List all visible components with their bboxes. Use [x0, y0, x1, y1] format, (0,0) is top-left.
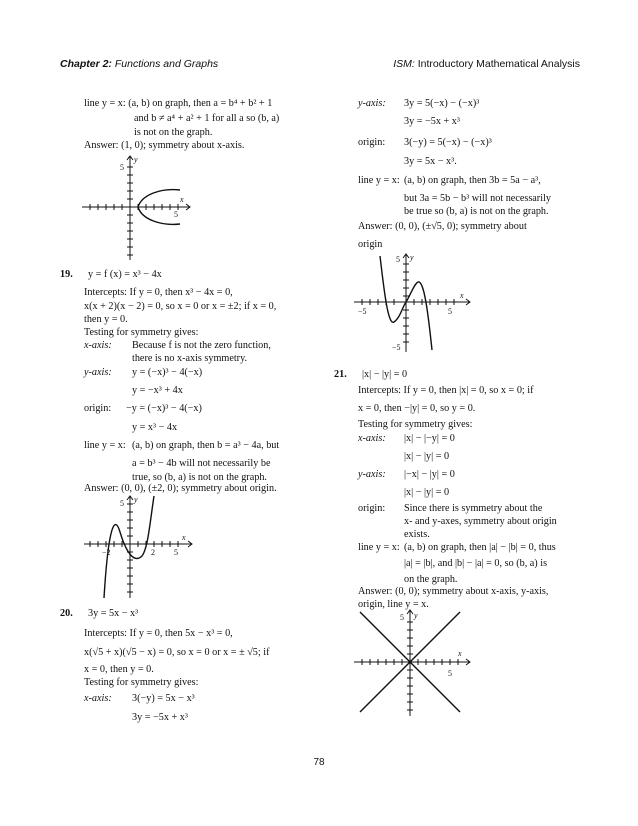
g20-x-axis-label: x [460, 291, 464, 300]
p21-xaxis-2: |x| − |y| = 0 [404, 451, 450, 462]
g19-y-tick: 5 [120, 499, 124, 508]
g20-y-tick-neg: −5 [392, 343, 401, 352]
p20-line2: x(√5 + x)(√5 − x) = 0, so x = 0 or x = ± √5; if [84, 647, 270, 658]
p20-yaxis-1: 3y = 5(−x) − (−x)³ [404, 98, 480, 109]
p19-lineyx-3: true, so (b, a) is not on the graph. [132, 472, 267, 483]
chapter-title: Functions and Graphs [114, 58, 219, 70]
p19-origin-label: origin: [84, 403, 112, 414]
p20-line1: Intercepts: If y = 0, then 5x − x³ = 0, [84, 628, 233, 639]
g18-x-tick: 5 [174, 210, 178, 219]
chapter-label: Chapter 2: [60, 58, 112, 70]
p20-equation: 3y = 5x − x³ [88, 608, 139, 619]
p20-origin-2: 3y = 5x − x³. [404, 156, 457, 167]
p21-lineyx-3: on the graph. [404, 574, 458, 585]
g20-y-axis-label: y [410, 253, 414, 262]
p21-xaxis-label: x-axis: [358, 433, 386, 444]
p20-xaxis-1: 3(−y) = 5x − x³ [132, 693, 195, 704]
p21-answer-1: Answer: (0, 0); symmetry about x-axis, y-axis, [358, 586, 549, 597]
p20-xaxis-label: x-axis: [84, 693, 112, 704]
p21-origin-3: exists. [404, 529, 430, 540]
p21-line2: x = 0, then −|y| = 0, so y = 0. [358, 403, 476, 414]
g19-x-tick-pos: 2 [151, 548, 155, 557]
p19-lineyx-label: line y = x: [84, 440, 126, 451]
graph-problem-20 [354, 250, 474, 356]
p20-number: 20. [60, 608, 73, 619]
p18-line1: line y = x: (a, b) on graph, then a = b⁴ + b² + 1 [84, 98, 273, 109]
p21-origin-2: x- and y-axes, symmetry about origin [404, 516, 557, 527]
g19-y-axis-label: y [134, 495, 138, 504]
p18-line3: is not on the graph. [134, 127, 213, 138]
p21-yaxis-1: |−x| − |y| = 0 [404, 469, 455, 480]
p20-yaxis-2: 3y = −5x + x³ [404, 116, 460, 127]
p20-xaxis-2: 3y = −5x + x³ [132, 712, 188, 723]
p19-xaxis-1: Because f is not the zero function, [132, 340, 271, 351]
graph-problem-21 [354, 608, 474, 718]
g18-y-axis-label: y [134, 155, 138, 164]
p20-origin-1: 3(−y) = 5(−x) − (−x)³ [404, 137, 492, 148]
p21-origin-label: origin: [358, 503, 386, 514]
p19-lineyx-2: a = b³ − 4b will not necessarily be [132, 458, 271, 469]
g19-x-tick-neg: −2 [102, 548, 111, 557]
g18-x-axis-label: x [180, 195, 184, 204]
g19-x-axis-label: x [182, 533, 186, 542]
g20-x-tick-pos: 5 [448, 307, 452, 316]
g21-x-axis-label: x [458, 649, 462, 658]
p21-lineyx-2: |a| = |b|, and |b| − |a| = 0, so (b, a) is [404, 558, 548, 569]
p20-origin-label: origin: [358, 137, 386, 148]
p18-line2: and b ≠ a⁴ + a² + 1 for all a so (b, a) [134, 113, 280, 124]
p21-lineyx-1: (a, b) on graph, then |a| − |b| = 0, thus [404, 542, 556, 553]
p19-yaxis-label: y-axis: [84, 367, 112, 378]
p21-line3: Testing for symmetry gives: [358, 419, 473, 430]
p21-lineyx-label: line y = x: [358, 542, 400, 553]
book-abbrev: ISM: [393, 58, 415, 70]
p19-line2: x(x + 2)(x − 2) = 0, so x = 0 or x = ±2; if x = 0, [84, 301, 277, 312]
g20-x-tick-neg: −5 [358, 307, 367, 316]
g18-y-tick: 5 [120, 163, 124, 172]
p19-lineyx-1: (a, b) on graph, then b = a³ − 4a, but [132, 440, 280, 451]
g20-y-tick: 5 [396, 255, 400, 264]
p19-xaxis-label: x-axis: [84, 340, 112, 351]
p19-yaxis-1: y = (−x)³ − 4(−x) [132, 367, 203, 378]
p19-xaxis-2: there is no x-axis symmetry. [132, 353, 248, 364]
p19-origin-2: y = x³ − 4x [132, 422, 178, 433]
p20-answer-2: origin [358, 239, 383, 250]
p19-yaxis-2: y = −x³ + 4x [132, 385, 183, 396]
p21-xaxis-1: |x| − |−y| = 0 [404, 433, 455, 444]
p21-yaxis-label: y-axis: [358, 469, 386, 480]
g21-x-tick: 5 [448, 669, 452, 678]
p20-lineyx-3: be true so (b, a) is not on the graph. [404, 206, 549, 217]
p21-yaxis-2: |x| − |y| = 0 [404, 487, 450, 498]
p21-number: 21. [334, 369, 347, 380]
g21-y-axis-label: y [414, 611, 418, 620]
graph-problem-19 [84, 492, 194, 600]
p19-line4: Testing for symmetry gives: [84, 327, 199, 338]
p20-lineyx-1: (a, b) on graph, then 3b = 5a − a³, [404, 175, 541, 186]
p19-answer: Answer: (0, 0), (±2, 0); symmetry about origin. [84, 483, 277, 494]
p19-number: 19. [60, 269, 73, 280]
p20-line4: Testing for symmetry gives: [84, 677, 199, 688]
p21-equation: |x| − |y| = 0 [362, 369, 408, 380]
p19-equation: y = f (x) = x³ − 4x [88, 269, 162, 280]
g21-y-tick: 5 [400, 613, 404, 622]
graph-problem-18 [82, 152, 192, 262]
p20-yaxis-label: y-axis: [358, 98, 386, 109]
p20-answer-1: Answer: (0, 0), (±√5, 0); symmetry about [358, 221, 527, 232]
p20-lineyx-2: but 3a = 5b − b³ will not necessarily [404, 193, 551, 204]
book-title: Introductory Mathematical Analysis [417, 58, 580, 70]
p19-line1: Intercepts: If y = 0, then x³ − 4x = 0, [84, 287, 233, 298]
page-number: 78 [313, 757, 325, 768]
g19-x-tick-5: 5 [174, 548, 178, 557]
p19-origin-1: −y = (−x)³ − 4(−x) [126, 403, 202, 414]
p20-line3: x = 0, then y = 0. [84, 664, 154, 675]
p21-answer-2: origin, line y = x. [358, 599, 429, 610]
p21-origin-1: Since there is symmetry about the [404, 503, 543, 514]
p20-lineyx-label: line y = x: [358, 175, 400, 186]
p21-line1: Intercepts: If y = 0, then |x| = 0, so x = 0; if [358, 385, 534, 396]
p19-line3: then y = 0. [84, 314, 128, 325]
p18-answer: Answer: (1, 0); symmetry about x-axis. [84, 140, 245, 151]
